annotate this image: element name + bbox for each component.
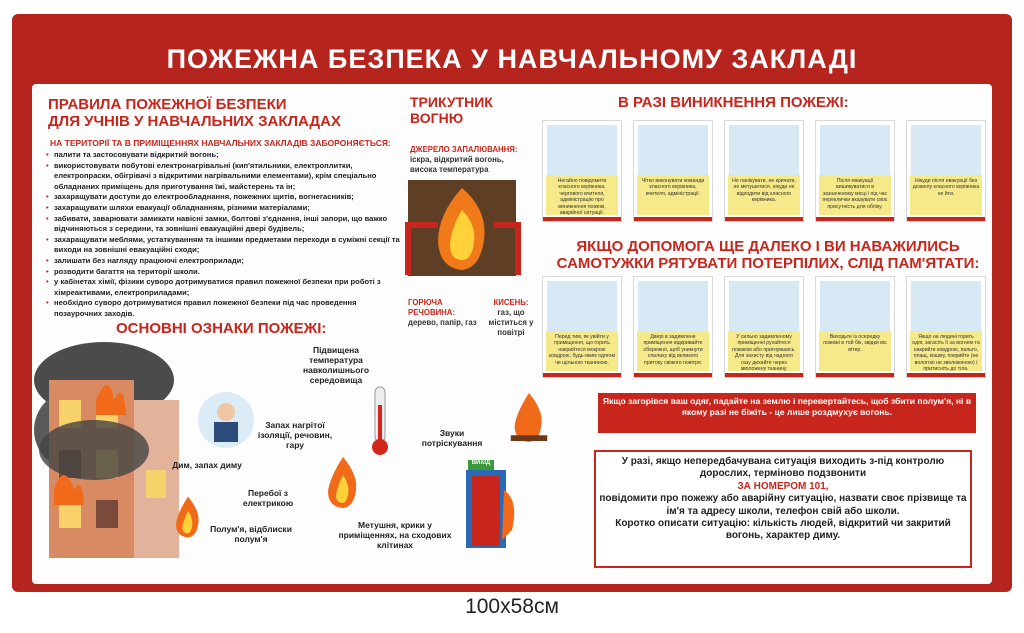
card-illustration bbox=[729, 125, 799, 175]
fire-case-card bbox=[542, 120, 622, 222]
card-illustration bbox=[729, 281, 799, 331]
rules-title-line2: ДЛЯ УЧНІВ У НАВЧАЛЬНИХ ЗАКЛАДАХ bbox=[48, 113, 341, 130]
exit-door-illustration bbox=[464, 460, 524, 550]
fire-case-cards bbox=[542, 120, 986, 222]
person-smell-icon bbox=[196, 390, 256, 450]
sign-crackle: Звуки потріскування bbox=[421, 428, 483, 448]
card-illustration bbox=[547, 281, 617, 331]
help-title bbox=[548, 238, 988, 272]
fire-icon bbox=[318, 455, 368, 510]
rules-title bbox=[48, 96, 398, 130]
list-item: • захаращувати доступи до електрообладнання, пожежних щитів, вогнегасників; bbox=[46, 192, 406, 203]
campfire-icon bbox=[505, 390, 553, 445]
fire-case-card bbox=[906, 120, 986, 222]
sign-panic: Метушня, крики у приміщеннях, на сходових клітинах bbox=[338, 520, 452, 550]
card-illustration bbox=[547, 125, 617, 175]
card-stripe bbox=[816, 373, 894, 377]
rules-subtitle: НА ТЕРИТОРІЇ ТА В ПРИМІЩЕННЯХ НАВЧАЛЬНИХ ЗАКЛАДІВ ЗАБОРОНЯЄТЬСЯ: bbox=[50, 138, 391, 148]
ignition-text: іскра, відкритий вогонь, висока температура bbox=[410, 155, 504, 174]
card-illustration bbox=[638, 281, 708, 331]
list-item: • у кабінетах хімії, фізики суворо дотримуватися правил пожежної безпеки при роботі з хімреактивами, електроприладами; bbox=[46, 277, 406, 298]
card-stripe bbox=[725, 373, 803, 377]
help-title-line2: САМОТУЖКИ РЯТУВАТИ ПОТЕРПІЛИХ, СЛІД ПАМ'ЯТАТИ: bbox=[556, 255, 980, 272]
card-stripe bbox=[543, 217, 621, 221]
help-title-line1: ЯКЩО ДОПОМОГА ЩЕ ДАЛЕКО І ВИ НАВАЖИЛИСЬ bbox=[576, 238, 960, 255]
poster-title: ПОЖЕЖНА БЕЗПЕКА У НАВЧАЛЬНОМУ ЗАКЛАДІ bbox=[166, 44, 858, 74]
list-item: • використовувати побутові електронагрівальні (кип'ятильники, електроплитки, електропраски, обігрівачі з відкритими нагрівальними елементами), крім спеціально обладнаних приміщень для приготування їжі, майстерень та ін; bbox=[46, 161, 406, 193]
card-caption: Чітко виконувати команди класного керівника, вчителя, адміністрації. bbox=[637, 175, 709, 215]
list-item: • захаращувати шляхи евакуації обладнанням, різними матеріалами; bbox=[46, 203, 406, 214]
triangle-title-line2: ВОГНЮ bbox=[410, 110, 464, 126]
card-stripe bbox=[907, 217, 985, 221]
fire-case-card bbox=[633, 120, 713, 222]
fuel-label: ГОРЮЧА РЕЧОВИНА: bbox=[408, 298, 456, 317]
fire-case-title: В РАЗІ ВИНИКНЕННЯ ПОЖЕЖІ: bbox=[618, 94, 849, 111]
card-caption: Нікуди після евакуації без дозволу класного керівника не йти. bbox=[910, 175, 982, 215]
help-card bbox=[724, 276, 804, 378]
sign-flames: Полум'я, відблиски полум'я bbox=[210, 524, 292, 544]
list-item: • розводити багаття на території школи. bbox=[46, 267, 406, 278]
card-caption: Виходьте із осередку пожежі в той бік, звідки віє вітер. bbox=[819, 331, 891, 371]
card-caption: Негайно повідомити класного керівника, чергового вчителя, адміністрацію про виникнення пожежі, аварійної ситуації. bbox=[546, 175, 618, 215]
call-number: ЗА НОМЕРОМ 101, bbox=[737, 480, 829, 492]
ignition-label: ДЖЕРЕЛО ЗАПАЛЮВАННЯ: bbox=[410, 145, 518, 154]
call-line3: Коротко описати ситуацію: кількість людей, відкритий чи закритий вогонь, характер диму. bbox=[615, 518, 951, 542]
card-illustration bbox=[911, 125, 981, 175]
card-illustration bbox=[820, 125, 890, 175]
card-stripe bbox=[634, 217, 712, 221]
card-caption: Якщо на людині горить одяг, загасіть її за вогнем та накрийте ковдрою, пальто, плащ, кошму, покрийте (не вологою не зволоженою) і притисніть до тіла. bbox=[910, 331, 982, 371]
triangle-title-line1: ТРИКУТНИК bbox=[410, 94, 493, 110]
call-line1: У разі, якщо непередбачувана ситуація виходить з-під контролю дорослих, терміново подзвонити bbox=[621, 456, 945, 480]
card-caption: У сильно задимленому приміщенні рухайтеся повзком або пригнувшись. Для захисту від чадного газу дихайте через зволожену тканину. bbox=[728, 331, 800, 371]
card-caption: Двері в задимлене приміщення відкривайте обережно, щоб уникнути спалаху від великого притоку свіжого повітря. bbox=[637, 331, 709, 371]
card-stripe bbox=[543, 373, 621, 377]
size-label: 100x58см bbox=[465, 595, 559, 618]
card-illustration bbox=[911, 281, 981, 331]
card-caption: Не панікувати, не кричати, не метушитися, нікуди не відходити від класного керівника. bbox=[728, 175, 800, 215]
card-stripe bbox=[907, 373, 985, 377]
card-stripe bbox=[725, 217, 803, 221]
card-caption: Після евакуації вишикуватися в зазначеному місці і під час переклички вказувати своє присутність для обліку. bbox=[819, 175, 891, 215]
fire-case-card bbox=[815, 120, 895, 222]
list-item: • забивати, заварювати замикати навісні замки, болтові з'єднання, інші запори, що важко відчиняються з середини, та зовнішні евакуаційні двері будівель; bbox=[46, 214, 406, 235]
signs-title: ОСНОВНІ ОЗНАКИ ПОЖЕЖІ: bbox=[116, 320, 327, 337]
ignition-source bbox=[410, 145, 520, 175]
rules-title-line1: ПРАВИЛА ПОЖЕЖНОЇ БЕЗПЕКИ bbox=[48, 96, 287, 113]
oxygen-text: газ, що міститься у повітрі bbox=[488, 308, 534, 337]
card-stripe bbox=[816, 217, 894, 221]
oxygen-source bbox=[482, 298, 540, 338]
triangle-title bbox=[410, 94, 493, 126]
sign-temperature: Підвищена температура навколишнього середовища bbox=[302, 345, 370, 385]
sign-smoke: Дим, запах диму bbox=[172, 460, 242, 470]
rules-list bbox=[46, 150, 406, 320]
card-caption: Перед тим, як увійти у приміщення, що горить накрийтеся мокрою ковдрою, будь-яким одягом чи щільною тканиною. bbox=[546, 331, 618, 371]
list-item: • захаращувати меблями, устаткуванням та іншими предметами переходи в суміжні секції та виходи на зовнішні евакуаційні сходи; bbox=[46, 235, 406, 256]
help-card bbox=[542, 276, 622, 378]
oxygen-label: КИСЕНЬ: bbox=[493, 298, 529, 307]
sign-smell: Запах нагрітої ізоляції, речовин, гару bbox=[257, 420, 333, 450]
help-cards bbox=[542, 276, 986, 378]
call-line2: повідомити про пожежу або аварійну ситуацію, назвати своє прізвище та ім'я та адресу школи, телефон свій або школи. bbox=[599, 493, 967, 517]
help-card bbox=[906, 276, 986, 378]
card-illustration bbox=[820, 281, 890, 331]
list-item: • необхідно суворо дотримуватися правил пожежної безпеки під час проведення позаурочних заходів. bbox=[46, 298, 406, 319]
triangle-arrows bbox=[398, 185, 528, 285]
card-illustration bbox=[638, 125, 708, 175]
thermometer-icon bbox=[365, 385, 395, 457]
fuel-source bbox=[408, 298, 478, 328]
clothes-fire-notice: Якщо загорівся ваш одяг, падайте на землю і перевертайтесь, щоб збити полум'я, ні в якому разі не біжіть - це лише роздмухує вогонь. bbox=[598, 393, 976, 433]
fuel-text: дерево, папір, газ bbox=[408, 318, 477, 327]
fire-case-card bbox=[724, 120, 804, 222]
fire-icon bbox=[168, 492, 208, 542]
emergency-call-box bbox=[594, 450, 972, 568]
exit-sign: ВИХІД bbox=[471, 460, 491, 466]
list-item: • палити та застосовувати відкритий вогонь; bbox=[46, 150, 406, 161]
card-stripe bbox=[634, 373, 712, 377]
help-card bbox=[633, 276, 713, 378]
list-item: • залишати без нагляду працюючі електроприлади; bbox=[46, 256, 406, 267]
sign-electric: Перебої з електрикою bbox=[242, 488, 294, 508]
help-card bbox=[815, 276, 895, 378]
